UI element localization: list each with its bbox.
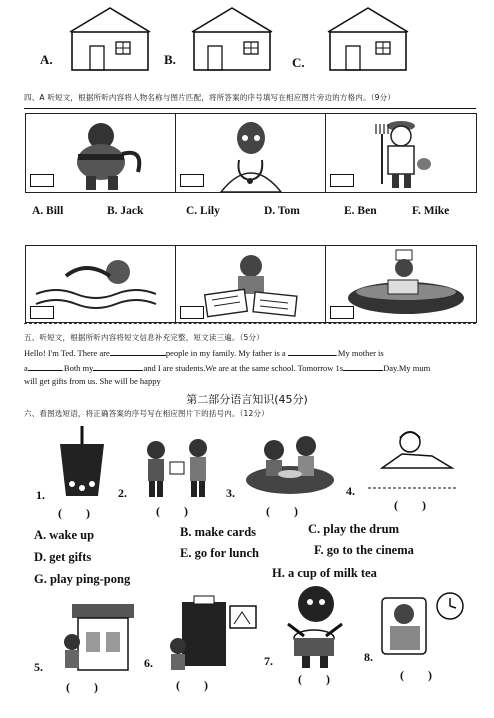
girl-sleeping-image bbox=[362, 426, 462, 496]
answer-paren-3[interactable]: ( ) bbox=[266, 504, 298, 518]
option-c: C. play the drum bbox=[308, 522, 399, 536]
option-b: B. make cards bbox=[180, 525, 257, 539]
picture-swimmer bbox=[25, 245, 177, 323]
passage-text: Hello! I'm Ted. There are bbox=[24, 348, 110, 358]
answer-box-4[interactable] bbox=[30, 306, 54, 319]
answer-paren-8[interactable]: ( ) bbox=[400, 668, 432, 682]
option-g: G. play ping-pong bbox=[34, 572, 131, 586]
name-lily: C. Lily bbox=[186, 205, 220, 217]
blank-2[interactable] bbox=[288, 346, 336, 356]
giving-gift-image bbox=[136, 436, 218, 500]
section4-instruction: 四、A 听短文，根据所听内容将人物名称与图片匹配，将所答案的序号填写在相应图片旁边的方格内。（9分） bbox=[24, 93, 396, 102]
item-number-3: 3. bbox=[226, 486, 235, 500]
house-c-image bbox=[324, 6, 412, 72]
item-number-4: 4. bbox=[346, 484, 355, 498]
item-number-1: 1. bbox=[36, 488, 45, 502]
part2-title: 第二部分语言知识(45分) bbox=[186, 393, 308, 406]
milk-tea-cup-image bbox=[56, 424, 108, 500]
section5-passage bbox=[24, 346, 488, 389]
blank-3[interactable] bbox=[28, 361, 62, 371]
blank-1[interactable] bbox=[110, 346, 166, 356]
making-cards-image bbox=[166, 594, 262, 672]
passage-line-2 bbox=[24, 361, 488, 376]
house-row bbox=[0, 0, 494, 80]
answer-box-6[interactable] bbox=[330, 306, 354, 319]
phrase-options bbox=[0, 520, 494, 592]
item-number-6: 6. bbox=[144, 656, 153, 670]
name-mike: F. Mike bbox=[412, 205, 450, 217]
answer-paren-5[interactable]: ( ) bbox=[66, 680, 98, 694]
passage-text: Day.My mum bbox=[383, 362, 431, 373]
name-bill: A. Bill bbox=[32, 205, 64, 217]
house-b-image bbox=[188, 6, 276, 72]
house-label-a: A. bbox=[40, 52, 53, 67]
option-h: H. a cup of milk tea bbox=[272, 566, 377, 580]
option-e: E. go for lunch bbox=[180, 546, 259, 560]
cinema-building-image bbox=[58, 598, 138, 674]
item-number-2: 2. bbox=[118, 486, 127, 500]
answer-box-3[interactable] bbox=[330, 174, 354, 187]
option-f: F. go to the cinema bbox=[314, 543, 414, 557]
name-jack: B. Jack bbox=[107, 205, 144, 217]
item-number-8: 8. bbox=[364, 650, 373, 664]
option-a: A. wake up bbox=[34, 528, 95, 542]
passage-line-1 bbox=[24, 346, 488, 361]
section6-instruction: 六、看图选短语，将正确答案的序号写在相应图片下的括号内。（12分） bbox=[24, 409, 269, 418]
item-number-7: 7. bbox=[264, 654, 273, 668]
answer-paren-6[interactable]: ( ) bbox=[176, 678, 208, 692]
answer-paren-7[interactable]: ( ) bbox=[298, 672, 330, 686]
picture-cook bbox=[325, 245, 477, 323]
wake-up-clock-image bbox=[374, 588, 468, 662]
passage-text: .My mother is bbox=[335, 348, 384, 358]
answer-paren-4[interactable]: ( ) bbox=[394, 498, 426, 512]
eating-together-image bbox=[244, 430, 336, 496]
blank-5[interactable] bbox=[343, 361, 383, 371]
picture-farmer bbox=[325, 113, 477, 193]
option-d: D. get gifts bbox=[34, 550, 92, 564]
passage-text: people in my family. My father is a bbox=[165, 348, 286, 358]
answer-paren-1[interactable]: ( ) bbox=[58, 506, 90, 520]
section5-instruction: 五、听短文，根据所听内容将短文信息补充完整，短文读三遍。（5分） bbox=[24, 333, 264, 342]
picture-boy-with-bag bbox=[25, 113, 177, 193]
passage-text: a bbox=[24, 362, 28, 373]
playing-drum-image bbox=[280, 584, 350, 670]
passage-text: .Both my bbox=[61, 362, 94, 373]
picture-doctor bbox=[175, 113, 327, 193]
name-ben: E. Ben bbox=[344, 205, 377, 217]
name-list bbox=[24, 205, 476, 225]
house-label-c: C. bbox=[292, 55, 305, 70]
blank-4[interactable] bbox=[93, 361, 143, 371]
passage-line-3: will get gifts from us. She will be happy bbox=[24, 376, 161, 386]
answer-box-5[interactable] bbox=[180, 306, 204, 319]
section4-matching-board bbox=[24, 108, 476, 324]
answer-box-2[interactable] bbox=[180, 174, 204, 187]
name-tom: D. Tom bbox=[264, 205, 300, 217]
house-label-b: B. bbox=[164, 52, 176, 67]
answer-paren-2[interactable]: ( ) bbox=[156, 504, 188, 518]
item-number-5: 5. bbox=[34, 660, 43, 674]
passage-text: and I are students.We are at the same school. Tomorrow 1s bbox=[143, 362, 344, 373]
picture-boy-homework bbox=[175, 245, 327, 323]
answer-box-1[interactable] bbox=[30, 174, 54, 187]
house-a-image bbox=[66, 6, 154, 72]
